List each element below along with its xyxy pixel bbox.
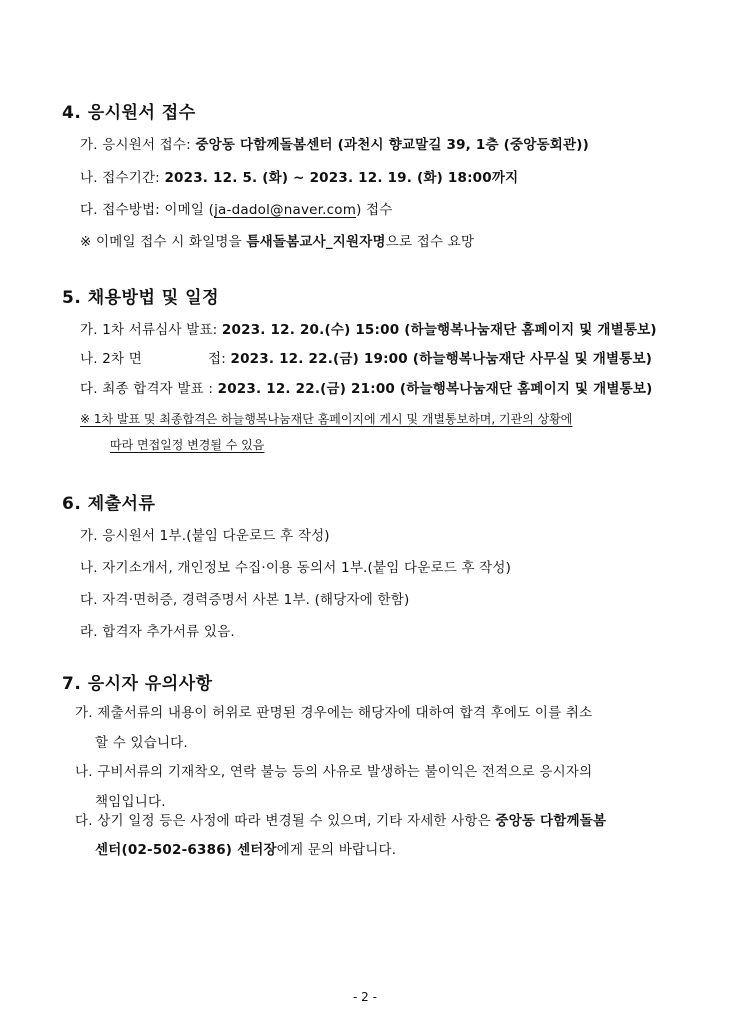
s4-note-post: 으로 접수 요망 — [385, 234, 475, 250]
page-number: - 2 - — [353, 990, 377, 1004]
s4-note-pre: ※ 이메일 접수 시 화일명을 — [80, 234, 247, 250]
s5-note-line-1: ※ 1차 발표 및 최종합격은 하늘행복나눔재단 홈페이지에 게시 및 개별통보하며, 기관의 상황에 — [80, 412, 573, 426]
s5-note-line-2: 따라 면접일정 변경될 수 있음 — [110, 438, 265, 452]
s4-ga-label: 가. 응시원서 접수: — [80, 137, 196, 153]
s4-item-na — [80, 166, 518, 186]
s4-na-label: 나. 접수기간: — [80, 170, 165, 186]
s4-da-label: 다. 접수방법: 이메일 ( — [80, 202, 215, 218]
s7-item-da-line-2 — [95, 838, 396, 858]
section-5-title: 5. 채용방법 및 일정 — [62, 288, 219, 308]
s5-ga-value: 2023. 12. 20.(수) 15:00 (하늘행복나눔재단 홈페이지 및 개별통보) — [221, 322, 657, 338]
s5-na-label-2: 접: — [208, 351, 231, 367]
s4-na-value: 2023. 12. 5. (화) ~ 2023. 12. 19. (화) 18:00까지 — [164, 170, 519, 186]
s5-item-ga — [80, 318, 657, 338]
s6-item-ra: 라. 합격자 추가서류 있음. — [80, 624, 235, 640]
s6-item-na: 나. 자기소개서, 개인정보 수집·이용 동의서 1부.(붙임 다운로드 후 작성) — [80, 560, 512, 576]
s7-da-contact: 센터(02-502-6386) 센터장 — [95, 842, 277, 858]
section-4-title: 4. 응시원서 접수 — [62, 103, 196, 123]
s4-item-da — [80, 198, 393, 218]
s5-na-label-1: 나. 2차 면 — [80, 351, 142, 367]
s5-na-value: 2023. 12. 22.(금) 19:00 (하늘행복나눔재단 사무실 및 개별통보) — [230, 351, 653, 367]
s5-item-da — [80, 377, 652, 397]
s7-da-text: 다. 상기 일정 등은 사정에 따라 변경될 수 있으며, 기타 자세한 사항은 — [75, 813, 496, 829]
s7-item-ga-line-1: 가. 제출서류의 내용이 허위로 판명된 경우에는 해당자에 대하여 합격 후에도 이를 취소 — [75, 705, 593, 721]
section-7-title: 7. 응시자 유의사항 — [62, 674, 213, 694]
s4-da-suffix: ) 접수 — [356, 202, 393, 218]
s4-ga-value: 중앙동 다함께돌봄센터 (과천시 향교말길 39, 1층 (중앙동회관)) — [195, 137, 589, 153]
s5-da-value: 2023. 12. 22.(금) 21:00 (하늘행복나눔재단 홈페이지 및 개별통보) — [217, 381, 653, 397]
s4-item-ga — [80, 133, 589, 153]
s7-item-ga-line-2: 할 수 있습니다. — [95, 735, 188, 751]
s7-da-center-name: 중앙동 다함께돌봄 — [495, 813, 607, 829]
s6-item-ga: 가. 응시원서 1부.(붙임 다운로드 후 작성) — [80, 528, 330, 544]
s5-da-label: 다. 최종 합격자 발표 : — [80, 381, 218, 397]
s4-note — [80, 230, 474, 250]
s4-note-filename: 틈새돌봄교사_지원자명 — [246, 234, 386, 250]
s7-item-na-line-1: 나. 구비서류의 기재착오, 연락 불능 등의 사유로 발생하는 불이익은 전적으로 응시자의 — [75, 764, 593, 780]
email-link[interactable]: ja-dadol@naver.com — [214, 202, 357, 218]
s7-item-da-line-1 — [75, 809, 606, 829]
section-6-title: 6. 제출서류 — [62, 494, 156, 514]
s5-item-na — [80, 347, 652, 367]
s7-item-na-line-2: 책임입니다. — [95, 794, 166, 810]
s6-item-da: 다. 자격·면허증, 경력증명서 사본 1부. (해당자에 한함) — [80, 592, 410, 608]
s7-da-suffix: 에게 문의 바랍니다. — [276, 842, 397, 858]
s5-ga-label: 가. 1차 서류심사 발표: — [80, 322, 222, 338]
